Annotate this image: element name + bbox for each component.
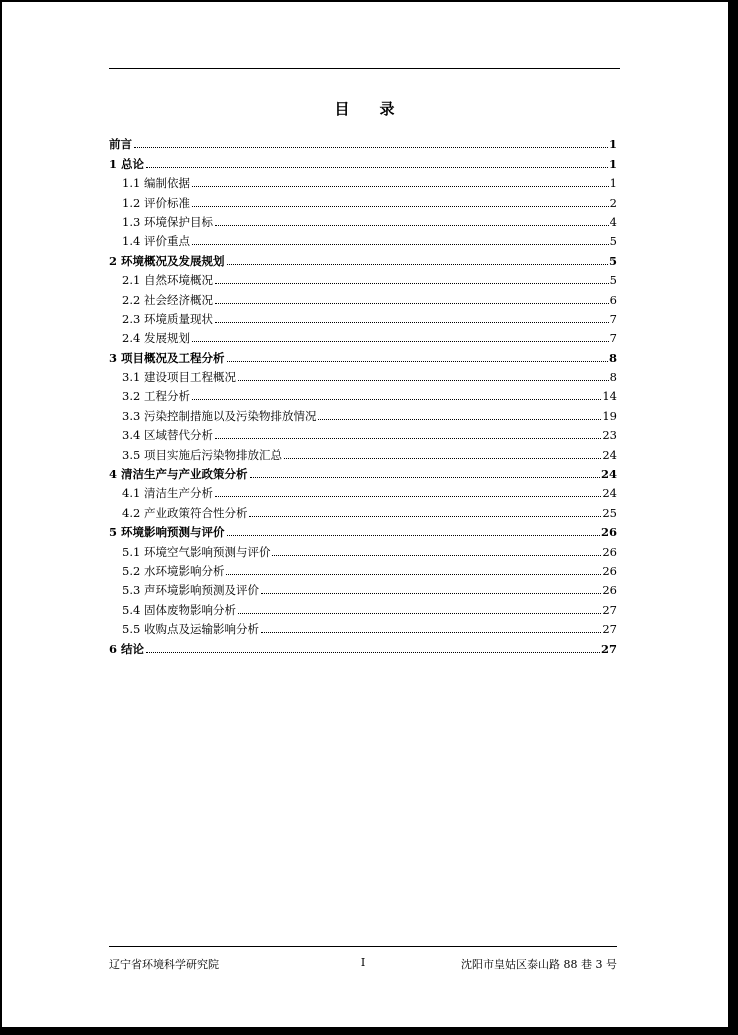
toc-entry-page: 5: [609, 273, 617, 288]
toc-entry-label: 2 环境概况及发展规划: [109, 253, 225, 268]
page-edge-bottom: [0, 1027, 738, 1035]
toc-entry[interactable]: [109, 462, 617, 481]
toc-entry[interactable]: [109, 365, 617, 384]
toc-entry-label: 1.3 环境保护目标: [122, 214, 213, 229]
toc-dot-leader: [192, 185, 609, 187]
toc-entry-page: 26: [600, 525, 617, 540]
toc-entry-page: 8: [609, 370, 617, 385]
toc-dot-leader: [192, 340, 609, 342]
toc-entry-page: 7: [609, 311, 617, 326]
footer-address: 沈阳市皇姑区泰山路 88 巷 3 号: [461, 958, 617, 971]
toc-entry[interactable]: [109, 578, 617, 597]
toc-entry-page: 2: [609, 195, 617, 210]
toc-dot-leader: [318, 418, 601, 420]
toc-entry-label: 3.5 项目实施后污染物排放汇总: [122, 447, 282, 462]
toc-entry[interactable]: [109, 442, 617, 461]
toc-entry-page: 27: [600, 641, 617, 656]
toc-dot-leader: [238, 612, 601, 614]
toc-entry-label: 4.2 产业政策符合性分析: [122, 505, 248, 520]
toc-entry[interactable]: [109, 326, 617, 345]
toc-entry-page: 14: [602, 389, 617, 404]
toc-dot-leader: [272, 554, 601, 556]
toc-dot-leader: [146, 166, 608, 168]
toc-entry-label: 5.1 环境空气影响预测与评价: [122, 544, 271, 559]
toc-entry-label: 6 结论: [109, 641, 145, 656]
toc-entry[interactable]: [109, 345, 617, 364]
toc-dot-leader: [215, 224, 609, 226]
toc-entry-label: 4.1 清洁生产分析: [122, 486, 213, 501]
toc-entry[interactable]: [109, 500, 617, 519]
page-edge-left: [0, 0, 2, 1035]
toc-entry-label: 5 环境影响预测与评价: [109, 525, 225, 540]
toc-dot-leader: [284, 457, 601, 459]
toc-entry-label: 3.1 建设项目工程概况: [122, 370, 236, 385]
toc-entry-page: 25: [602, 505, 617, 520]
toc-entry-label: 3 项目概况及工程分析: [109, 350, 225, 365]
toc-entry-page: 5: [609, 234, 617, 249]
toc-dot-leader: [215, 495, 601, 497]
toc-entry-page: 26: [602, 583, 617, 598]
toc-entry-page: 26: [602, 544, 617, 559]
toc-entry[interactable]: [109, 307, 617, 326]
toc-dot-leader: [226, 573, 601, 575]
toc-entry-label: 1.1 编制依据: [122, 176, 190, 191]
toc-entry-page: 19: [602, 408, 617, 423]
toc-dot-leader: [146, 651, 600, 653]
toc-entry[interactable]: [109, 151, 617, 170]
toc-dot-leader: [261, 631, 601, 633]
toc-entry-page: 6: [609, 292, 617, 307]
header-rule: [109, 68, 620, 69]
toc-dot-leader: [192, 243, 609, 245]
toc-entry-page: 5: [608, 253, 617, 268]
toc-entry-page: 8: [608, 350, 617, 365]
toc-entry-page: 26: [602, 563, 617, 578]
toc-dot-leader: [250, 476, 600, 478]
toc-entry-page: 27: [602, 602, 617, 617]
footer-page-number: I: [360, 956, 366, 969]
toc-entry-page: 24: [602, 447, 617, 462]
toc-dot-leader: [227, 360, 608, 362]
toc-entry-page: 24: [602, 486, 617, 501]
toc-entry[interactable]: [109, 520, 617, 539]
toc-entry-label: 3.3 污染控制措施以及污染物排放情况: [122, 408, 317, 423]
toc-entry-page: 1: [609, 176, 617, 191]
toc-dot-leader: [215, 437, 601, 439]
toc-entry-label: 1 总论: [109, 156, 145, 171]
toc-entry[interactable]: [109, 384, 617, 403]
toc-entry-page: 4: [609, 214, 617, 229]
toc-entry[interactable]: [109, 481, 617, 500]
toc-entry-label: 4 清洁生产与产业政策分析: [109, 467, 248, 482]
toc-entry-label: 5.3 声环境影响预测及评价: [122, 583, 259, 598]
toc-dot-leader: [192, 205, 609, 207]
toc-entry-label: 3.4 区域替代分析: [122, 428, 213, 443]
toc-entry[interactable]: [109, 229, 617, 248]
toc-dot-leader: [134, 146, 608, 148]
toc-entry[interactable]: [109, 403, 617, 422]
toc-entry[interactable]: [109, 210, 617, 229]
toc-entry-page: 24: [600, 467, 617, 482]
toc-entry[interactable]: [109, 132, 617, 151]
footer-organization: 辽宁省环境科学研究院: [109, 958, 219, 971]
toc-dot-leader: [227, 263, 608, 265]
toc-dot-leader: [238, 379, 609, 381]
toc-entry[interactable]: [109, 539, 617, 558]
toc-entry-page: 27: [602, 622, 617, 637]
footer-rule: [109, 946, 617, 947]
toc-entry-label: 2.1 自然环境概况: [122, 273, 213, 288]
toc-entry-label: 3.2 工程分析: [122, 389, 190, 404]
toc-dot-leader: [227, 534, 600, 536]
toc-dot-leader: [215, 302, 609, 304]
toc-dot-leader: [215, 282, 609, 284]
toc-entry[interactable]: [109, 268, 617, 287]
page-footer: [109, 956, 617, 972]
toc-dot-leader: [192, 398, 601, 400]
toc-entry[interactable]: [109, 559, 617, 578]
toc-entry-label: 5.5 收购点及运输影响分析: [122, 622, 259, 637]
toc-entry-page: 1: [608, 137, 617, 152]
toc-entry-label: 前言: [109, 137, 132, 152]
toc-entry-label: 5.4 固体废物影响分析: [122, 602, 236, 617]
toc-entry[interactable]: [109, 171, 617, 190]
toc-entry-page: 1: [608, 156, 617, 171]
toc-entry[interactable]: [109, 617, 617, 636]
toc-dot-leader: [261, 592, 601, 594]
toc-entry[interactable]: [109, 248, 617, 267]
toc-entry-page: 7: [609, 331, 617, 346]
toc-entry-label: 2.3 环境质量现状: [122, 311, 213, 326]
toc-title: 目录: [334, 100, 425, 118]
toc-entry-label: 1.4 评价重点: [122, 234, 190, 249]
toc-dot-leader: [215, 321, 609, 323]
toc-entry[interactable]: [109, 287, 617, 306]
toc-entry[interactable]: [109, 597, 617, 616]
toc-entry-label: 5.2 水环境影响分析: [122, 563, 225, 578]
toc-entry[interactable]: [109, 636, 617, 655]
page-edge-top: [0, 0, 738, 2]
toc-entry[interactable]: [109, 190, 617, 209]
page-edge-right: [728, 0, 738, 1035]
toc-entry-label: 2.2 社会经济概况: [122, 292, 213, 307]
toc-dot-leader: [249, 515, 601, 517]
table-of-contents: [109, 132, 617, 656]
toc-entry-label: 2.4 发展规划: [122, 331, 190, 346]
toc-entry-label: 1.2 评价标准: [122, 195, 190, 210]
toc-entry-page: 23: [602, 428, 617, 443]
toc-entry[interactable]: [109, 423, 617, 442]
